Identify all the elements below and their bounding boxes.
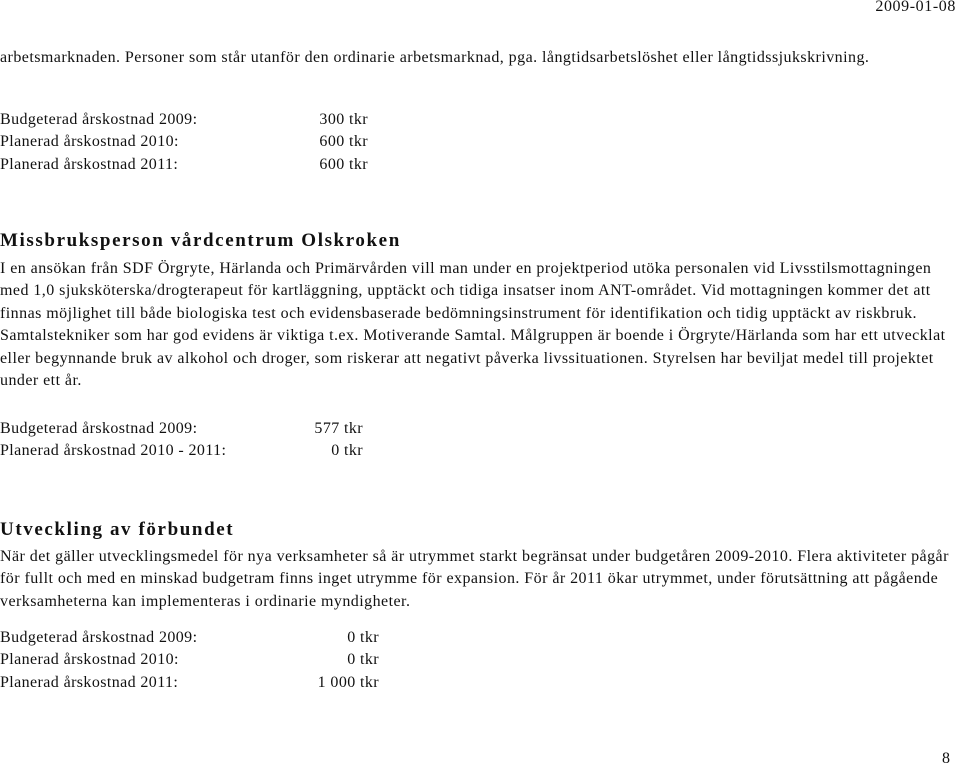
budget-label: Planerad årskostnad 2010:	[0, 651, 179, 669]
budget-label: Planerad årskostnad 2011:	[0, 155, 179, 173]
budget-table-1	[0, 109, 370, 176]
budget-table-2	[0, 418, 365, 463]
budget-value: 0 tkr	[347, 629, 379, 646]
section-body-olskroken: I en ansökan från SDF Örgryte, Härlanda och Primärvården vill man under en projektperiod utöka personalen vid Livsstilsmottagningen med 1,0 sjuksköterska/drogterapeut för kartläggning, upptäckt och tidiga insatser inom ANT-området. Vid mottagningen kommer det att finnas möjlighet till både biologiska test och evidensbaserade bedömningsinstrument för identifikation och tidig upptäckt av riskbruk. Samtalstekniker som har god evidens är viktiga t.ex. Motiverande Samtal. Målgruppen är boende i Örgryte/Härlanda som har ett utvecklat eller begynnande bruk av alkohol och droger, som riskerar att negativt påverka livssituationen. Styrelsen har beviljat medel till projektet under ett år.	[0, 260, 946, 390]
budget-row	[0, 418, 365, 440]
budget-table-3	[0, 627, 381, 694]
section-heading-utveckling: Utveckling av förbundet	[0, 519, 235, 540]
budget-value: 1 000 tkr	[317, 673, 379, 691]
budget-label: Planerad årskostnad 2010 - 2011:	[0, 442, 227, 460]
budget-value: 0 tkr	[331, 442, 363, 460]
budget-value: 577 tkr	[314, 420, 363, 437]
budget-value: 600 tkr	[319, 133, 368, 151]
budget-value: 300 tkr	[319, 111, 368, 128]
budget-value: 0 tkr	[347, 651, 379, 669]
section-heading-olskroken: Missbruksperson vårdcentrum Olskroken	[0, 230, 401, 251]
budget-label: Budgeterad årskostnad 2009:	[0, 629, 198, 646]
section-body-utveckling: När det gäller utvecklingsmedel för nya verksamheter så är utrymmet starkt begränsat under budgetåren 2009-2010. Flera aktiviteter pågår för fullt och med en minskad budgetram finns inget utrymme för expansion. För år 2011 ökar utrymmet, under förutsättning att pågående verksamheterna kan implementeras i ordinarie myndigheter.	[0, 548, 949, 610]
document-date: 2009-01-08	[875, 0, 956, 15]
budget-row	[0, 109, 370, 131]
intro-paragraph: arbetsmarknaden. Personer som står utanför den ordinarie arbetsmarknad, pga. långtidsarbetslöshet eller långtidssjukskrivning.	[0, 49, 870, 66]
budget-row	[0, 440, 365, 462]
budget-value: 600 tkr	[319, 155, 368, 173]
budget-label: Planerad årskostnad 2011:	[0, 673, 179, 691]
budget-label: Budgeterad årskostnad 2009:	[0, 420, 198, 437]
budget-label: Budgeterad årskostnad 2009:	[0, 111, 198, 128]
budget-row	[0, 154, 370, 176]
page-number: 8	[942, 750, 950, 767]
budget-row	[0, 672, 381, 694]
budget-row	[0, 627, 381, 649]
budget-row	[0, 131, 370, 153]
budget-label: Planerad årskostnad 2010:	[0, 133, 179, 151]
budget-row	[0, 649, 381, 671]
